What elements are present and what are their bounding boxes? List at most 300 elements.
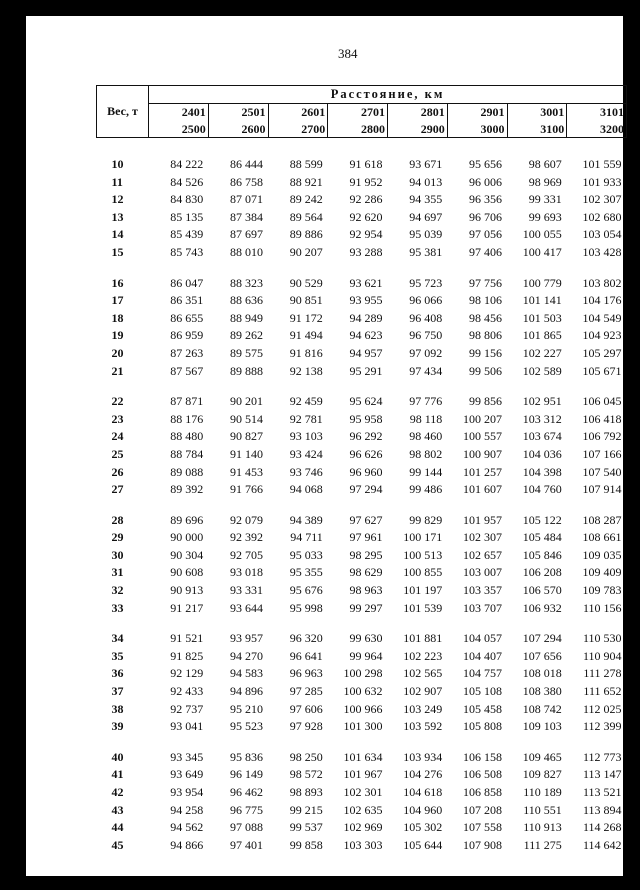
value-cell: 93 954 xyxy=(170,785,204,799)
value-cell: 105 297 xyxy=(582,345,622,360)
value-cell: 100 907 xyxy=(463,446,502,461)
weight-cell: 36 xyxy=(111,666,124,681)
value-cell: 89 886 xyxy=(289,227,323,242)
value-cell: 95 958 xyxy=(349,411,383,426)
table-row xyxy=(97,784,627,802)
value-cell: 107 656 xyxy=(522,648,562,663)
value-cell: 106 932 xyxy=(522,600,562,615)
value-cell: 92 392 xyxy=(230,530,263,545)
value-cell: 94 623 xyxy=(349,328,383,343)
value-cell: 111 652 xyxy=(583,684,622,699)
value-cell: 92 459 xyxy=(289,394,323,409)
weight-cell: 24 xyxy=(111,429,124,444)
value-cell: 106 858 xyxy=(463,785,502,799)
value-cell: 99 144 xyxy=(409,464,443,479)
value-cell: 94 562 xyxy=(170,820,204,835)
value-cell: 95 656 xyxy=(469,157,502,171)
range-header-5 xyxy=(388,104,448,138)
value-cell: 88 599 xyxy=(289,157,323,171)
value-cell: 90 304 xyxy=(170,547,204,562)
value-cell: 91 618 xyxy=(349,157,383,171)
value-cell: 105 122 xyxy=(522,512,562,527)
table-row xyxy=(97,600,627,618)
value-cell: 103 007 xyxy=(463,565,502,580)
value-cell: 97 928 xyxy=(289,719,323,734)
table-row xyxy=(97,766,627,784)
table-row xyxy=(97,617,627,648)
value-cell: 104 923 xyxy=(582,328,622,343)
table-row xyxy=(97,529,627,547)
value-cell: 114 642 xyxy=(582,837,622,852)
value-cell: 88 010 xyxy=(230,244,263,259)
value-cell: 103 934 xyxy=(403,749,443,764)
value-cell: 98 802 xyxy=(409,446,443,461)
value-cell: 109 827 xyxy=(522,767,562,782)
value-cell: 92 954 xyxy=(349,227,383,242)
weight-cell: 10 xyxy=(111,157,124,171)
weight-cell: 43 xyxy=(111,802,124,817)
value-cell: 104 407 xyxy=(463,648,502,663)
value-cell: 90 201 xyxy=(230,394,263,409)
value-cell: 93 644 xyxy=(230,600,263,615)
value-cell: 102 589 xyxy=(522,363,562,378)
table-row xyxy=(97,380,627,411)
value-cell: 97 401 xyxy=(230,837,263,852)
weight-cell: 17 xyxy=(111,293,124,308)
value-cell: 106 508 xyxy=(463,767,502,782)
value-cell: 85 439 xyxy=(170,227,204,242)
value-cell: 87 384 xyxy=(230,209,263,224)
weight-cell: 22 xyxy=(111,394,124,409)
table-row xyxy=(97,718,627,736)
value-cell: 103 357 xyxy=(463,583,502,598)
value-cell: 104 276 xyxy=(403,767,443,782)
value-cell: 94 583 xyxy=(230,666,263,681)
value-cell: 108 287 xyxy=(582,512,622,527)
table-row xyxy=(97,648,627,666)
value-cell: 96 706 xyxy=(469,209,502,224)
value-cell: 93 746 xyxy=(289,464,323,479)
table-row xyxy=(97,345,627,363)
value-cell: 96 960 xyxy=(349,464,383,479)
value-cell: 84 830 xyxy=(170,192,204,207)
table-row xyxy=(97,310,627,328)
value-cell: 105 458 xyxy=(463,701,502,716)
weight-cell: 31 xyxy=(111,565,124,580)
value-cell: 98 893 xyxy=(289,785,323,799)
value-cell: 95 039 xyxy=(409,227,443,242)
value-cell: 113 521 xyxy=(582,785,622,799)
table-row xyxy=(97,428,627,446)
value-cell: 102 301 xyxy=(343,785,383,799)
table-row xyxy=(97,802,627,820)
value-cell: 96 320 xyxy=(289,631,323,646)
value-cell: 92 079 xyxy=(230,512,263,527)
weight-cell: 44 xyxy=(111,820,124,835)
value-cell: 106 208 xyxy=(522,565,562,580)
value-cell: 92 705 xyxy=(230,547,263,562)
row-group-6 xyxy=(97,736,627,855)
value-cell: 101 141 xyxy=(522,293,562,308)
value-cell: 94 355 xyxy=(409,192,443,207)
value-cell: 99 156 xyxy=(469,345,502,360)
value-cell: 108 018 xyxy=(522,666,562,681)
value-cell: 99 829 xyxy=(409,512,443,527)
value-cell: 96 750 xyxy=(409,328,443,343)
value-cell: 86 444 xyxy=(230,157,263,171)
value-cell: 94 258 xyxy=(170,802,204,817)
value-cell: 90 851 xyxy=(289,293,323,308)
value-cell: 92 781 xyxy=(289,411,323,426)
value-cell: 93 671 xyxy=(409,157,443,171)
value-cell: 90 514 xyxy=(230,411,263,426)
table-row xyxy=(97,363,627,381)
value-cell: 109 035 xyxy=(582,547,622,562)
value-cell: 96 292 xyxy=(349,429,383,444)
value-cell: 99 693 xyxy=(528,209,562,224)
value-cell: 84 222 xyxy=(170,157,204,171)
value-cell: 95 624 xyxy=(349,394,383,409)
value-cell: 102 227 xyxy=(522,345,562,360)
weight-cell: 21 xyxy=(111,363,124,378)
value-cell: 89 888 xyxy=(230,363,263,378)
value-cell: 91 453 xyxy=(230,464,263,479)
value-cell: 105 302 xyxy=(403,820,443,835)
value-cell: 89 392 xyxy=(170,482,204,497)
weight-cell: 38 xyxy=(111,701,124,716)
value-cell: 87 567 xyxy=(170,363,204,378)
value-cell: 104 618 xyxy=(403,785,443,799)
range-header-1 xyxy=(149,104,209,138)
range-from: 3101 xyxy=(600,105,625,119)
range-to: 3100 xyxy=(540,122,565,136)
value-cell: 103 312 xyxy=(522,411,562,426)
value-cell: 104 549 xyxy=(582,310,622,325)
value-cell: 94 957 xyxy=(349,345,383,360)
value-cell: 98 118 xyxy=(409,411,443,426)
value-cell: 95 033 xyxy=(289,547,323,562)
value-cell: 94 289 xyxy=(349,310,383,325)
value-cell: 113 894 xyxy=(582,802,622,817)
value-cell: 95 355 xyxy=(289,565,323,580)
value-cell: 112 399 xyxy=(582,719,622,734)
distance-column-header: Расстояние, км xyxy=(149,86,627,104)
row-group-2 xyxy=(97,262,627,381)
value-cell: 110 530 xyxy=(582,631,622,646)
value-cell: 98 629 xyxy=(349,565,383,580)
value-cell: 104 036 xyxy=(522,446,562,461)
value-cell: 102 657 xyxy=(463,547,502,562)
value-cell: 108 661 xyxy=(582,530,622,545)
value-cell: 102 951 xyxy=(522,394,562,409)
table-row xyxy=(97,547,627,565)
value-cell: 103 428 xyxy=(582,244,622,259)
weight-cell: 34 xyxy=(111,631,124,646)
value-cell: 105 846 xyxy=(522,547,562,562)
value-cell: 89 575 xyxy=(230,345,263,360)
weight-cell: 28 xyxy=(111,512,124,527)
weight-cell: 18 xyxy=(111,310,124,325)
value-cell: 101 257 xyxy=(463,464,502,479)
value-cell: 95 676 xyxy=(289,583,323,598)
rates-table xyxy=(96,85,627,854)
value-cell: 106 158 xyxy=(463,749,502,764)
value-cell: 108 380 xyxy=(522,684,562,699)
value-cell: 93 649 xyxy=(170,767,204,782)
value-cell: 89 564 xyxy=(289,209,323,224)
page-number: 384 xyxy=(338,46,358,61)
value-cell: 93 345 xyxy=(170,749,204,764)
value-cell: 100 855 xyxy=(403,565,443,580)
value-cell: 109 783 xyxy=(582,583,622,598)
value-cell: 101 539 xyxy=(403,600,443,615)
value-cell: 108 742 xyxy=(522,701,562,716)
weight-cell: 14 xyxy=(111,227,124,242)
value-cell: 91 766 xyxy=(230,482,263,497)
value-cell: 99 506 xyxy=(469,363,502,378)
value-cell: 94 866 xyxy=(170,837,204,852)
value-cell: 86 655 xyxy=(170,310,204,325)
range-from: 2901 xyxy=(480,105,505,119)
value-cell: 95 210 xyxy=(230,701,263,716)
table-row xyxy=(97,683,627,701)
value-cell: 86 959 xyxy=(170,328,204,343)
value-cell: 91 494 xyxy=(289,328,323,343)
table-row xyxy=(97,665,627,683)
value-cell: 103 592 xyxy=(403,719,443,734)
value-cell: 96 963 xyxy=(289,666,323,681)
value-cell: 94 389 xyxy=(289,512,323,527)
weight-cell: 11 xyxy=(111,174,123,189)
value-cell: 104 757 xyxy=(463,666,502,681)
value-cell: 107 914 xyxy=(582,482,622,497)
value-cell: 104 176 xyxy=(582,293,622,308)
weight-cell: 25 xyxy=(111,446,124,461)
value-cell: 87 697 xyxy=(230,227,263,242)
value-cell: 107 558 xyxy=(463,820,502,835)
range-header-4 xyxy=(328,104,388,138)
value-cell: 105 644 xyxy=(403,837,443,852)
value-cell: 101 559 xyxy=(582,157,622,171)
value-cell: 107 166 xyxy=(582,446,622,461)
value-cell: 104 057 xyxy=(463,631,502,646)
range-to: 2900 xyxy=(420,122,445,136)
value-cell: 92 620 xyxy=(349,209,383,224)
range-from: 2601 xyxy=(301,105,326,119)
value-cell: 90 608 xyxy=(170,565,204,580)
weight-cell: 30 xyxy=(111,547,124,562)
table-row xyxy=(97,292,627,310)
value-cell: 100 055 xyxy=(522,227,562,242)
weight-cell: 13 xyxy=(111,209,124,224)
value-cell: 101 881 xyxy=(403,631,443,646)
weight-cell: 23 xyxy=(111,411,124,426)
value-cell: 94 270 xyxy=(230,648,263,663)
value-cell: 95 723 xyxy=(409,275,443,290)
value-cell: 94 697 xyxy=(409,209,443,224)
value-cell: 92 138 xyxy=(289,363,323,378)
value-cell: 98 806 xyxy=(469,328,502,343)
value-cell: 102 907 xyxy=(403,684,443,699)
value-cell: 91 816 xyxy=(289,345,323,360)
weight-cell: 15 xyxy=(111,244,124,259)
range-from: 2401 xyxy=(181,105,206,119)
value-cell: 92 129 xyxy=(170,666,204,681)
value-cell: 104 960 xyxy=(403,802,443,817)
value-cell: 93 957 xyxy=(230,631,263,646)
value-cell: 95 381 xyxy=(409,244,443,259)
weight-cell: 32 xyxy=(111,583,124,598)
document-page xyxy=(26,16,623,876)
range-to: 3200 xyxy=(600,122,625,136)
value-cell: 100 207 xyxy=(463,411,502,426)
value-cell: 102 969 xyxy=(343,820,383,835)
value-cell: 89 262 xyxy=(230,328,263,343)
value-cell: 105 108 xyxy=(463,684,502,699)
value-cell: 97 961 xyxy=(349,530,383,545)
value-cell: 105 484 xyxy=(522,530,562,545)
value-cell: 103 707 xyxy=(463,600,502,615)
table-row xyxy=(97,464,627,482)
weight-cell: 45 xyxy=(111,837,124,852)
value-cell: 103 303 xyxy=(343,837,383,852)
value-cell: 100 417 xyxy=(522,244,562,259)
value-cell: 110 189 xyxy=(523,785,562,799)
weight-cell: 27 xyxy=(111,482,124,497)
value-cell: 99 858 xyxy=(289,837,323,852)
distance-ranges-row xyxy=(97,104,627,138)
value-cell: 96 626 xyxy=(349,446,383,461)
value-cell: 96 462 xyxy=(230,785,263,799)
value-cell: 95 291 xyxy=(349,363,383,378)
value-cell: 99 856 xyxy=(469,394,502,409)
value-cell: 92 737 xyxy=(170,701,204,716)
range-to: 2700 xyxy=(301,122,326,136)
value-cell: 102 635 xyxy=(343,802,383,817)
value-cell: 95 523 xyxy=(230,719,263,734)
value-cell: 98 106 xyxy=(469,293,502,308)
table-row xyxy=(97,701,627,719)
value-cell: 94 068 xyxy=(289,482,323,497)
value-cell: 89 242 xyxy=(289,192,323,207)
value-cell: 91 825 xyxy=(170,648,204,663)
value-cell: 88 323 xyxy=(230,275,263,290)
range-to: 2800 xyxy=(361,122,385,136)
value-cell: 94 711 xyxy=(290,530,323,545)
value-cell: 98 250 xyxy=(289,749,323,764)
value-cell: 96 356 xyxy=(469,192,502,207)
value-cell: 99 964 xyxy=(349,648,383,663)
table-row xyxy=(97,837,627,855)
value-cell: 93 103 xyxy=(289,429,323,444)
value-cell: 101 957 xyxy=(463,512,502,527)
table-row xyxy=(97,138,627,174)
value-cell: 90 529 xyxy=(289,275,323,290)
value-cell: 88 176 xyxy=(170,411,204,426)
value-cell: 103 054 xyxy=(582,227,622,242)
value-cell: 96 641 xyxy=(289,648,323,663)
value-cell: 110 913 xyxy=(523,820,562,835)
row-group-4 xyxy=(97,499,627,618)
value-cell: 97 092 xyxy=(409,345,443,360)
table-row xyxy=(97,564,627,582)
value-cell: 103 249 xyxy=(403,701,443,716)
value-cell: 98 969 xyxy=(528,174,562,189)
value-cell: 107 540 xyxy=(582,464,622,479)
value-cell: 93 018 xyxy=(230,565,263,580)
range-from: 2501 xyxy=(241,105,266,119)
weight-cell: 40 xyxy=(111,749,124,764)
table-row xyxy=(97,499,627,530)
value-cell: 99 537 xyxy=(289,820,323,835)
value-cell: 93 041 xyxy=(170,719,204,734)
value-cell: 92 433 xyxy=(170,684,204,699)
value-cell: 86 351 xyxy=(170,293,204,308)
value-cell: 93 424 xyxy=(289,446,323,461)
value-cell: 100 171 xyxy=(403,530,443,545)
table-row xyxy=(97,209,627,227)
value-cell: 103 802 xyxy=(582,275,622,290)
range-header-8 xyxy=(567,104,627,138)
value-cell: 104 398 xyxy=(522,464,562,479)
value-cell: 101 197 xyxy=(403,583,443,598)
value-cell: 109 465 xyxy=(522,749,562,764)
weight-cell: 42 xyxy=(111,785,124,799)
value-cell: 110 551 xyxy=(523,802,562,817)
value-cell: 90 000 xyxy=(170,530,204,545)
value-cell: 101 300 xyxy=(343,719,383,734)
range-from: 3001 xyxy=(540,105,565,119)
table-row xyxy=(97,736,627,767)
weight-cell: 33 xyxy=(111,600,124,615)
weight-cell: 41 xyxy=(111,767,124,782)
value-cell: 106 570 xyxy=(522,583,562,598)
value-cell: 96 006 xyxy=(469,174,502,189)
range-header-2 xyxy=(208,104,268,138)
range-from: 2701 xyxy=(361,105,385,119)
value-cell: 100 298 xyxy=(343,666,383,681)
range-to: 2500 xyxy=(181,122,206,136)
value-cell: 110 904 xyxy=(582,648,622,663)
value-cell: 98 607 xyxy=(528,157,562,171)
weight-cell: 12 xyxy=(111,192,124,207)
value-cell: 88 949 xyxy=(230,310,263,325)
value-cell: 98 572 xyxy=(289,767,323,782)
value-cell: 91 521 xyxy=(170,631,204,646)
value-cell: 104 760 xyxy=(522,482,562,497)
table-row xyxy=(97,226,627,244)
range-header-6 xyxy=(447,104,507,138)
value-cell: 98 456 xyxy=(469,310,502,325)
weight-cell: 39 xyxy=(111,719,124,734)
value-cell: 110 156 xyxy=(582,600,622,615)
value-cell: 88 480 xyxy=(170,429,204,444)
weight-cell: 16 xyxy=(111,275,124,290)
row-group-5 xyxy=(97,617,627,736)
value-cell: 99 215 xyxy=(289,802,323,817)
value-cell: 111 278 xyxy=(583,666,622,681)
value-cell: 90 827 xyxy=(230,429,263,444)
row-group-3 xyxy=(97,380,627,499)
value-cell: 100 966 xyxy=(343,701,383,716)
value-cell: 86 758 xyxy=(230,174,263,189)
value-cell: 88 784 xyxy=(170,446,204,461)
value-cell: 97 056 xyxy=(469,227,502,242)
value-cell: 102 565 xyxy=(403,666,443,681)
table-row xyxy=(97,446,627,464)
value-cell: 103 674 xyxy=(522,429,562,444)
value-cell: 111 275 xyxy=(523,837,562,852)
